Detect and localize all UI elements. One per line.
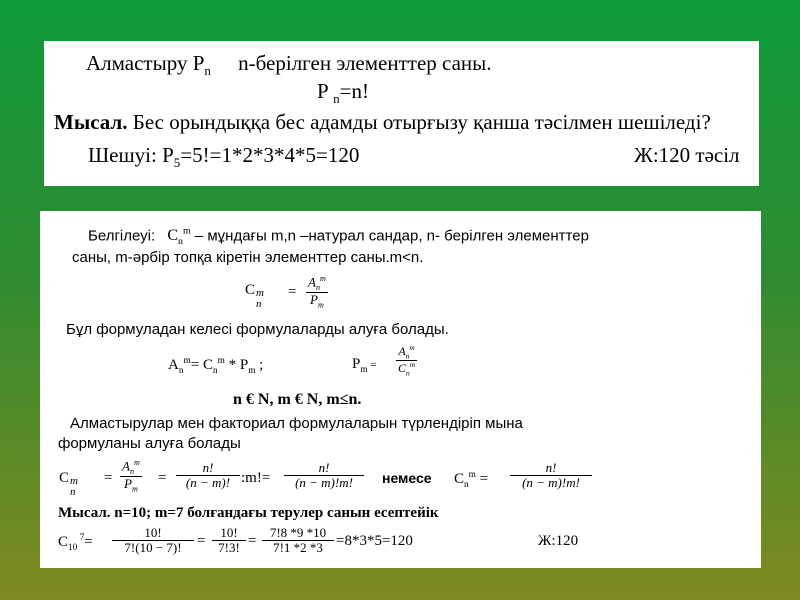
f4-c2	[454, 470, 488, 490]
f3-numerator	[396, 344, 417, 361]
f1-denominator	[306, 293, 328, 310]
example-question	[54, 110, 711, 135]
f4-frac1-den-sub: m	[131, 484, 138, 494]
c10-fraction-3	[262, 526, 334, 555]
f1-num-sup: m	[319, 274, 326, 283]
domain-line: n € N, m € N, m≤n.	[233, 391, 362, 408]
permutation-definition-line	[86, 51, 492, 79]
f4-frac1-den	[120, 477, 142, 494]
f4-eq2: =	[158, 470, 167, 486]
top-text-panel	[44, 41, 759, 186]
c10-symbol	[58, 533, 93, 553]
definition-line	[88, 226, 589, 248]
c10-c: C	[58, 534, 69, 550]
f4-frac1-num-sub: n	[129, 466, 134, 476]
f4-c-sup: m	[70, 475, 78, 487]
f4-c-sub: n	[70, 486, 76, 498]
c10-eq2: =	[197, 533, 206, 549]
formulas-intro-text: Бұл формуладан келесі формулаларды алуға болады.	[66, 321, 449, 338]
f2-end: ;	[255, 357, 264, 373]
f4-fraction-4	[510, 461, 592, 490]
f1-num-sub: n	[315, 282, 320, 292]
f4-frac3-den: (n − m)!m!	[295, 474, 353, 490]
f4-c2-letter: C	[454, 471, 465, 487]
permutation-label: Алмастыру P	[86, 51, 205, 75]
f4-c-letter: C	[59, 470, 70, 486]
f1-sup: m	[256, 287, 264, 299]
f2-c-sub: n	[212, 366, 218, 376]
f4-frac4-den: (n − m)!m!	[522, 474, 580, 490]
f4-fraction-2	[176, 461, 240, 490]
f3-den-c: C	[398, 361, 407, 376]
c10-f2-num: 10!	[212, 526, 246, 541]
f4-c	[59, 470, 79, 498]
transform-text-1: Алмастырулар мен факториал формулаларын түрлендіріп мына	[70, 415, 523, 432]
def-c: C	[167, 227, 179, 245]
c10-f2-den: 7!3!	[218, 539, 240, 555]
f3-num-a: A	[398, 344, 406, 358]
c10-answer: Ж:120	[538, 533, 579, 549]
permutation-from-ratio	[352, 356, 377, 375]
combination-symbol-1	[245, 282, 265, 310]
f4-c2-sub: n	[464, 480, 469, 490]
c10-eq: =	[84, 534, 93, 550]
permutation-formula	[317, 79, 369, 107]
c10-f3-num: 7!8 *9 *10	[262, 526, 334, 541]
solution-value: =5!=1*2*3*4*5=120	[180, 143, 360, 167]
example2-text: n=10; m=7 болғандағы терулер санын есептейік	[110, 505, 439, 521]
f4-fraction-1	[120, 459, 142, 495]
f3-p-sub: m	[360, 365, 368, 375]
solution-label: Шешуі: P	[88, 143, 174, 167]
f4-frac1-num	[120, 459, 142, 477]
c10-f1-num: 10!	[112, 526, 194, 541]
definition-line-2: саны, m-әрбір топқа кіретін элементтер саны.m<n.	[72, 249, 424, 266]
f2-a-sub: n	[178, 366, 184, 376]
f3-denominator	[396, 361, 417, 378]
f3-den-sup: m	[409, 360, 416, 370]
f4-frac1-num-a: A	[122, 458, 130, 474]
example-text: Бес орындыққа бес адамды отырғызу қанша тәсілмен шешіледі?	[127, 110, 711, 134]
c10-sub: 10	[68, 543, 78, 553]
solution-sub: 5	[173, 155, 181, 171]
def-sub: n	[178, 236, 183, 248]
arrangement-formula	[168, 356, 263, 376]
transform-text-2: формуланы алуға болады	[58, 435, 241, 452]
def-sup: m	[182, 226, 191, 237]
permutation-description: n-берілген элементтер саны.	[238, 51, 492, 75]
definition-text: – мұндағы m,n –натурал сандар, n- берілген элементтер	[190, 227, 589, 245]
solution-answer: Ж:120 тәсіл	[634, 143, 740, 167]
f3-eq: =	[367, 359, 377, 371]
f2-eq: = C	[190, 357, 213, 373]
example-line	[58, 505, 439, 522]
f1-num-a: A	[308, 274, 316, 290]
f1-c: C	[245, 282, 256, 298]
f4-frac1-num-sup: m	[133, 458, 140, 467]
f4-frac4-num: n!	[510, 461, 592, 476]
f2-p-sub: m	[248, 366, 256, 376]
c10-result: =8*3*5=120	[336, 533, 413, 549]
f1-numerator	[306, 275, 328, 293]
or-word: немесе	[382, 470, 432, 486]
f4-frac2-den: (n − m)!	[185, 474, 231, 490]
f1-den-sub: m	[317, 300, 324, 310]
c10-f3-den: 7!1 *2 *3	[273, 539, 323, 555]
f3-num-sup: m	[409, 343, 415, 352]
bottom-text-panel	[40, 211, 761, 568]
f4-eq1: =	[104, 470, 113, 486]
f3-p: P	[352, 356, 361, 372]
c10-fraction-2	[212, 526, 246, 555]
f4-frac3-num: n!	[284, 461, 364, 476]
definition-symbol	[167, 226, 191, 248]
f1-fraction	[306, 275, 328, 311]
formula-rest: =n!	[339, 79, 370, 103]
f2-a: A	[168, 357, 179, 373]
formula-p: P	[317, 79, 334, 103]
permutation-sub: n	[204, 63, 211, 79]
f3-num-sub: n	[405, 351, 410, 361]
f1-den-p: P	[310, 292, 318, 308]
c10-sup: 7	[77, 533, 85, 543]
f4-frac2-num: n!	[176, 461, 240, 476]
f2-a-sup: m	[183, 356, 191, 366]
definition-label: Белгілеуі:	[88, 227, 156, 245]
example-label: Мысал.	[54, 110, 128, 134]
c10-fraction-1	[112, 526, 194, 555]
c10-f1-den: 7!(10 − 7)!	[124, 539, 182, 555]
f3-den-sub: n	[406, 368, 410, 378]
f4-fraction-3	[284, 461, 364, 490]
f1-sub: n	[256, 298, 262, 310]
formula-sub: n	[333, 91, 340, 107]
f4-frac1-den-p: P	[124, 476, 132, 492]
solution-line	[88, 143, 359, 171]
f4-eq3: =	[475, 471, 489, 487]
c10-eq3: =	[248, 533, 257, 549]
example2-label: Мысал.	[58, 505, 111, 521]
f1-equals: =	[288, 284, 297, 300]
f2-c-sup: m	[217, 356, 225, 366]
f4-c2-sup: m	[468, 470, 476, 480]
f4-colon: :m!=	[241, 470, 271, 486]
f2-rest: * P	[224, 357, 249, 373]
f3-fraction	[396, 344, 417, 378]
